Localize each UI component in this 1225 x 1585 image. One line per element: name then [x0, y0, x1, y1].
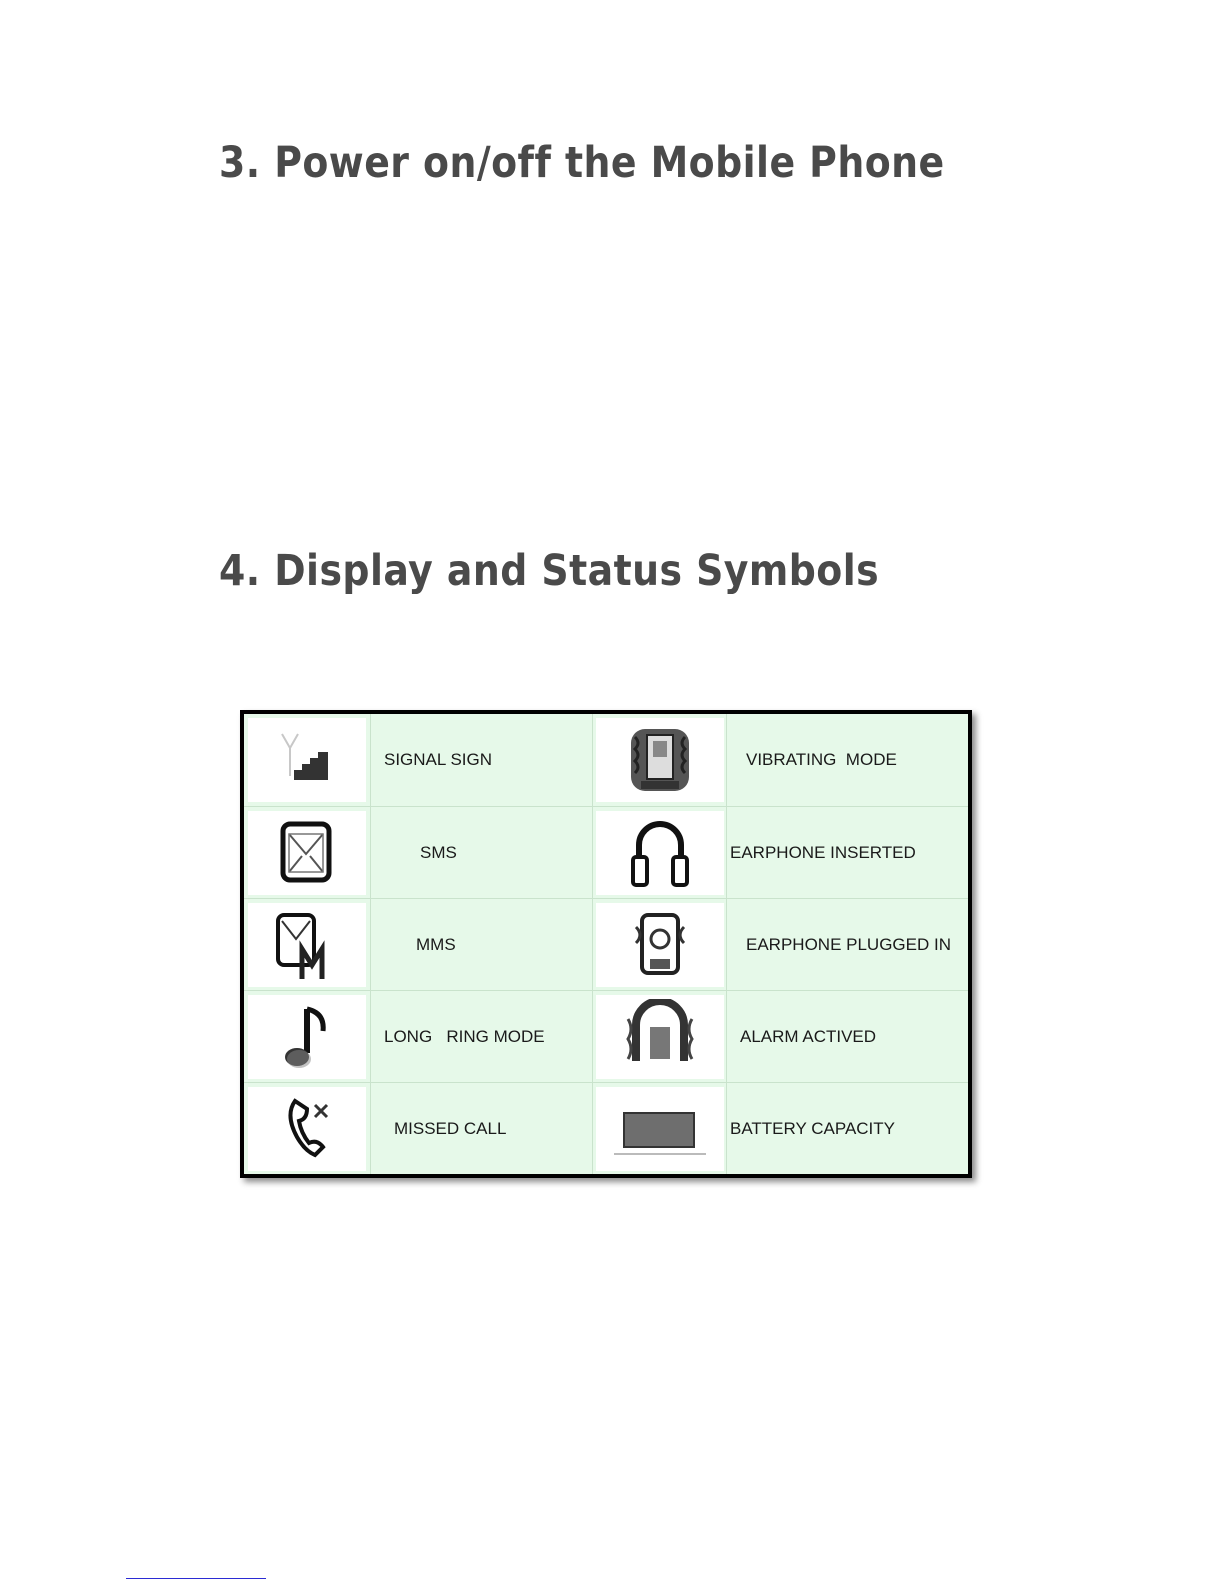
status-symbols-table: [240, 710, 972, 1178]
signal-icon: [248, 718, 366, 802]
vibrate-icon: [596, 718, 724, 802]
symbol-label: MMS: [416, 935, 456, 954]
alarm-icon: [596, 995, 724, 1079]
symbol-label: EARPHONE INSERTED: [730, 843, 916, 862]
symbol-label: ALARM ACTIVED: [740, 1027, 877, 1046]
section-heading-display: 4. Display and Status Symbols: [219, 546, 880, 596]
symbol-label: VIBRATING MODE: [746, 750, 897, 769]
footer-rule: [126, 1578, 266, 1579]
table-row: [244, 990, 968, 1083]
missed-call-icon: [248, 1087, 366, 1171]
battery-icon: [596, 1087, 724, 1171]
symbol-label: LONG RING MODE: [384, 1027, 545, 1046]
table-row: [244, 1082, 968, 1175]
table-row: [244, 898, 968, 991]
section-heading-power: 3. Power on/off the Mobile Phone: [219, 138, 945, 188]
music-note-icon: [248, 995, 366, 1079]
sms-envelope-icon: [248, 811, 366, 895]
earphone-plugged-icon: [596, 903, 724, 987]
table-row: [244, 806, 968, 899]
symbol-label: SMS: [420, 843, 457, 862]
mms-icon: [248, 903, 366, 987]
headphones-icon: [596, 811, 724, 895]
symbol-label: BATTERY CAPACITY: [730, 1119, 896, 1138]
symbol-label: MISSED CALL: [394, 1119, 507, 1138]
table-row: [244, 714, 968, 806]
symbol-label: EARPHONE PLUGGED IN: [746, 935, 951, 954]
symbol-label: SIGNAL SIGN: [384, 750, 493, 769]
